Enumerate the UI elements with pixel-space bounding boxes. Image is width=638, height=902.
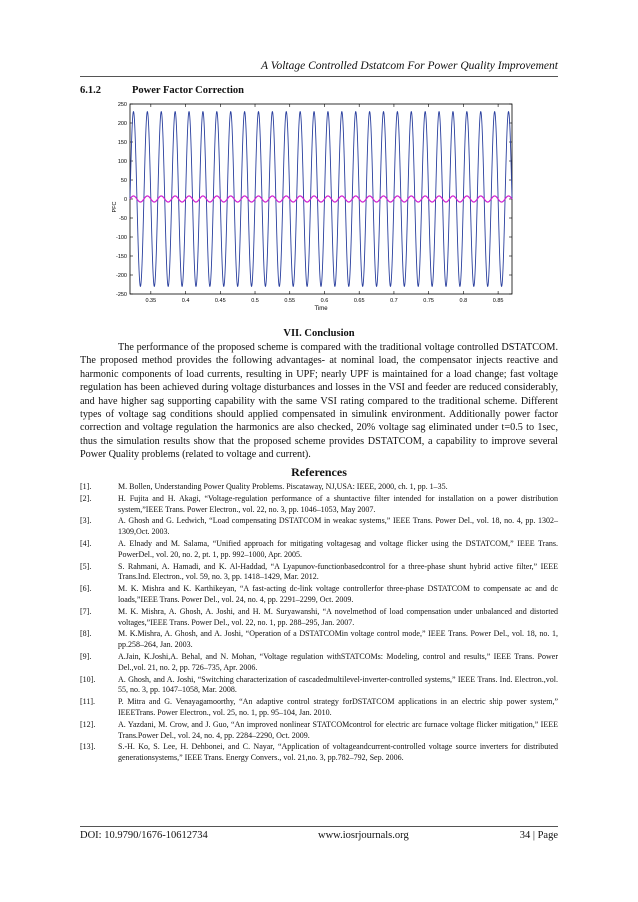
reference-number: [11].	[80, 697, 96, 707]
reference-number: [3].	[80, 516, 92, 526]
x-tick-label: 0.6	[320, 298, 329, 304]
reference-item	[80, 516, 558, 538]
reference-number: [5].	[80, 561, 92, 571]
y-tick-label: 250	[117, 102, 127, 108]
conclusion-body: The performance of the proposed scheme is compared with the traditional voltage controlled DSTATCOM. The proposed method provides the following advantages- at nominal load, the compensator injects reactive and harmonic components of load currents, resulting in UPF; nearly UPF is maintained for a load change; fast voltage regulation has been achieved during voltage disturbances and losses in the VSI and feeder are reduced considerably, and have higher sag supporting capability with the same VSI rating compared to the traditional scheme. Different types of voltage sag conditions should applied compensated in simulink environment. Additionally power factor correction and voltage regulation the harmonics are also checked, 20% voltage sag eliminated under t=0.5 to 1sec, thus the simulation results show that the proposed scheme provides DSTATCOM, a capability to improve several Power Quality problems (related to voltage and current).	[80, 342, 558, 461]
y-tick-label: -50	[119, 216, 127, 222]
reference-number: [8].	[80, 629, 92, 639]
reference-item	[80, 742, 558, 764]
reference-text: M. K.Mishra, A. Ghosh, and A. Joshi, “Operation of a DSTATCOMin voltage control mode,” IEEE Trans. Power Del., vol. 18, no. 1, pp.258–264, Jan. 2003.	[118, 629, 558, 650]
x-tick-label: 0.5	[251, 298, 259, 304]
reference-item	[80, 720, 558, 742]
footer-rule	[80, 826, 558, 827]
x-axis-label: Time	[314, 306, 328, 312]
reference-number: [1].	[80, 482, 92, 491]
reference-item	[80, 675, 558, 697]
y-tick-label: 100	[117, 159, 127, 165]
reference-item	[80, 494, 558, 516]
reference-number: [13].	[80, 742, 96, 752]
x-tick-label: 0.85	[492, 298, 504, 304]
x-tick-label: 0.75	[423, 298, 435, 304]
reference-number: [4].	[80, 538, 92, 548]
pfc-chart	[108, 100, 518, 318]
reference-item	[80, 629, 558, 651]
running-header: A Voltage Controlled Dstatcom For Power Quality Improvement	[261, 60, 558, 72]
reference-number: [2].	[80, 493, 92, 503]
footer-website: www.iosrjournals.org	[318, 830, 409, 841]
reference-text: A.Jain, K.Joshi,A. Behal, and N. Mohan, “Voltage regulation withSTATCOMs: Modeling, control and results,” IEEE Trans. Power Del.,vol. 21, no. 2, pp. 726–735, Apr. 2006.	[118, 651, 558, 672]
reference-item	[80, 607, 558, 629]
reference-text: A. Elnady and M. Salama, “Unified approach for mitigating voltagesag and voltage flicker using the DSTATCOM,” IEEE Trans. PowerDel., vol. 20, no. 2, pt. 1, pp. 992–1000, Apr. 2005.	[118, 538, 558, 559]
y-tick-label: -200	[115, 273, 127, 279]
reference-number: [12].	[80, 719, 96, 729]
section-title: Power Factor Correction	[132, 85, 244, 96]
x-tick-label: 0.65	[353, 298, 365, 304]
reference-text: A. Ghosh, and A. Joshi, “Switching characterization of cascadedmultilevel-inverter-controlled systems,” IEEE Trans. Ind. Electron.,vol. 55, no. 3, pp. 1047–1058, Mar. 2008.	[118, 674, 558, 695]
reference-item	[80, 539, 558, 561]
reference-text: H. Fujita and H. Akagi, “Voltage-regulation performance of a shuntactive filter intended for installation on a power distribution system,”IEEE Trans. Power Electron., vol. 22, no. 3, pp. 1046–1053, May 2007.	[118, 493, 558, 514]
x-tick-label: 0.45	[214, 298, 226, 304]
conclusion-title: VII. Conclusion	[283, 328, 355, 339]
reference-number: [9].	[80, 651, 92, 661]
section-number: 6.1.2	[80, 85, 101, 96]
footer-doi: DOI: 10.9790/1676-10612734	[80, 830, 208, 841]
reference-number: [7].	[80, 606, 92, 616]
y-tick-label: -100	[115, 235, 127, 241]
reference-item	[80, 584, 558, 606]
x-tick-label: 0.8	[459, 298, 468, 304]
y-axis-label: PFC	[112, 201, 118, 213]
reference-item	[80, 697, 558, 719]
reference-text: M. K. Mishra and K. Karthikeyan, “A fast-acting dc-link voltage controllerfor three-phase DSTATCOM to compensate ac and dc loads,”IEEE Trans. Power Del., vol. 24, no. 4, pp. 2291–2299, Oct. 2009.	[118, 584, 558, 605]
reference-text: M. K. Mishra, A. Ghosh, A. Joshi, and H. M. Suryawanshi, “A novelmethod of load compensation under unbalanced and distorted voltages,”IEEE Trans. Power Del., vol. 22, no. 1, pp. 288–295, Jan. 2007.	[118, 606, 558, 627]
reference-number: [10].	[80, 674, 96, 684]
y-tick-label: -250	[115, 292, 127, 298]
y-tick-label: -150	[115, 254, 127, 260]
references-title: References	[291, 465, 347, 479]
reference-number: [6].	[80, 584, 92, 594]
reference-text: P. Mitra and G. Venayagamoorthy, “An adaptive control strategy forDSTATCOM applications in an electric ship power system,” IEEETrans. Power Electron., vol. 25, no. 1, pp. 95–104, Jan. 2010.	[118, 697, 558, 718]
y-tick-label: 150	[117, 140, 127, 146]
x-tick-label: 0.7	[390, 298, 398, 304]
reference-text: S. Rahmani, A. Hamadi, and K. Al-Haddad, “A Lyapunov-functionbasedcontrol for a three-phase shunt hybrid active filter,” IEEE Trans.Ind. Electron., vol. 59, no. 3, pp. 1418–1429, Mar. 2012.	[118, 561, 558, 582]
x-tick-label: 0.4	[181, 298, 190, 304]
header-rule	[80, 76, 558, 77]
reference-item	[80, 562, 558, 584]
reference-text: S.-H. Ko, S. Lee, H. Dehbonei, and C. Nayar, “Application of voltageandcurrent-controlled voltage source inverters for distributed generationsystems,” IEEE Trans. Energy Convers., vol. 21,no. 3, pp.782–792, Sep. 2006.	[118, 742, 558, 763]
y-tick-label: 0	[123, 197, 127, 203]
reference-item	[80, 652, 558, 674]
reference-text: A. Yazdani, M. Crow, and J. Guo, “An improved nonlinear STATCOMcontrol for electric arc furnace voltage flicker mitigation,” IEEE Trans.Power Del., vol. 24, no. 4, pp. 2284–2290, Oct. 2009.	[118, 719, 558, 740]
footer-page-number: 34 | Page	[519, 830, 558, 841]
y-tick-label: 200	[117, 121, 127, 127]
x-tick-label: 0.35	[145, 298, 157, 304]
y-tick-label: 50	[120, 178, 127, 184]
references-list	[80, 482, 558, 765]
reference-text: M. Bollen, Understanding Power Quality Problems. Piscataway, NJ,USA: IEEE, 2000, ch. 1, pp. 1–35.	[118, 482, 448, 491]
reference-text: A. Ghosh and G. Ledwich, “Load compensating DSTATCOM in weakac systems,” IEEE Trans. Power Del., vol. 18, no. 4, pp. 1302–1309,Oct. 2003.	[118, 516, 558, 537]
section-heading	[80, 85, 244, 96]
x-tick-label: 0.55	[284, 298, 296, 304]
reference-item	[80, 482, 558, 493]
